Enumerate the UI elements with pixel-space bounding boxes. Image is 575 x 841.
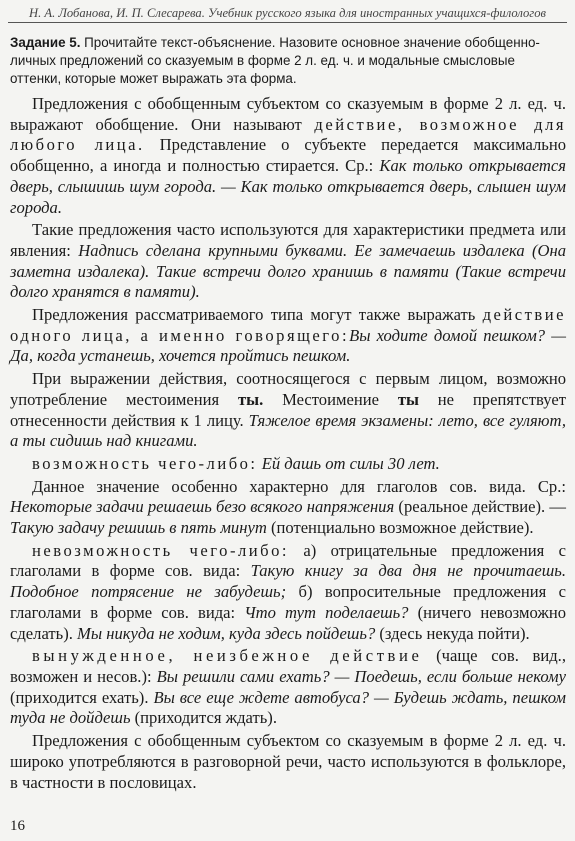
p8-text-1: (чаще сов. вид., возможен и несов.):	[10, 646, 566, 686]
p8-example-2: Вы все еще ждете автобуса? — Будешь ждать, пешком туда не дойдешь	[10, 687, 566, 728]
task-text: Прочитайте текст-объяснение. Назовите основное значение обобщенно-личных предложений со сказуемым в форме 2 л. ед. ч. и модальные смысловые оттенки, которые может выражать эта форма.	[10, 35, 540, 86]
p4-text-3: не препятствует отнесенности действия к 1 лицу.	[10, 389, 566, 430]
explanation-text	[10, 94, 566, 795]
p7-example-1: Такую книгу за два дня не прочитаешь. Подобное потрясение не забудешь;	[10, 561, 566, 602]
p5-spaced-term: возможность чего-либо:	[32, 453, 258, 473]
p4-bold-1: ты.	[237, 389, 264, 409]
p8-spaced-term: вынужденное, неизбежное действие	[32, 646, 423, 666]
p6-text-2: (реальное действие). —	[394, 497, 567, 517]
p1-text-2: Представление о субъекте передается максимально обобщенно, а иногда и полностью стирается. Ср.:	[10, 135, 566, 176]
p3-spaced-term: действие одного лица, а именно говорящего:	[10, 305, 566, 345]
paragraph-6	[10, 477, 566, 539]
p1-spaced-term: действие, возможное для любого лица.	[10, 114, 566, 155]
p7-text-2: б) вопросительные предложения с глаголами в форме сов. вида:	[10, 582, 566, 622]
p8-text-2: (приходится ехать).	[10, 687, 154, 707]
p6-example-2: Такую задачу решишь в пять минут	[10, 518, 267, 538]
p3-example: Вы ходите домой пешком? — Да, когда устанешь, хочется пройтись пешком.	[10, 325, 566, 366]
paragraph-5	[10, 454, 566, 475]
p7-example-2: Что тут поделаешь?	[244, 602, 409, 622]
p7-text-4: (здесь некуда пойти).	[375, 623, 530, 643]
running-head: Н. А. Лобанова, И. П. Слесарева. Учебник русского языка для иностранных учащихся-филологов	[29, 6, 546, 20]
paragraph-9	[10, 731, 566, 793]
p6-text-1: Данное значение особенно характерно для глаголов сов. вида. Ср.:	[32, 476, 566, 496]
p8-text-3: (приходится ждать).	[130, 708, 277, 728]
p1-text-1: Предложения с обобщенным субъектом со сказуемым в форме 2 л. ед. ч. выражают обобщение. Они называют	[10, 94, 566, 134]
p2-text-1: Такие предложения часто используются для характеристики предмета или явления:	[10, 220, 566, 260]
p6-text-3: (потенциально возможное действие).	[266, 518, 534, 538]
p7-text-1: а) отрицательные предложения с глаголами в форме сов. вида:	[10, 540, 566, 581]
p3-text-1: Предложения рассматриваемого типа могут также выражать	[32, 305, 483, 325]
paragraph-1	[10, 94, 566, 218]
p7-text-3: (ничего невозможно сделать).	[10, 602, 566, 643]
header-rule	[8, 22, 567, 23]
task-label: Задание 5.	[10, 35, 81, 50]
p7-spaced-term: невозможность чего-либо:	[32, 540, 289, 560]
p4-text-2: Местоимение	[263, 389, 398, 409]
p1-example: Как только открывается дверь, слышишь шум города. — Как только открывается дверь, слышен шум города.	[10, 156, 566, 217]
p9-text-1: Предложения с обобщенным субъектом со сказуемым в форме 2 л. ед. ч. широко употребляются в разговорной речи, часто используются в фольклоре, в частности в пословицах.	[10, 731, 566, 792]
task-instruction	[10, 34, 566, 88]
p5-example: Ей дашь от силы 30 лет.	[257, 453, 440, 473]
p4-example: Тяжелое время экзамены: лето, все гуляют, а ты сидишь над книгами.	[10, 410, 567, 451]
paragraph-8	[10, 646, 566, 729]
p8-example-1: Вы решили сами ехать? — Поедешь, если больше некому	[156, 666, 566, 686]
p6-example-1: Некоторые задачи решаешь безо всякого напряжения	[10, 497, 395, 517]
p2-example: Надпись сделана крупными буквами. Ее замечаешь издалека (Она заметна издалека). Такие встречи долго хранишь в памяти (Такие встречи долго хранятся в памяти).	[10, 240, 567, 302]
paragraph-4	[10, 369, 566, 452]
paragraph-7	[10, 541, 566, 645]
paragraph-2	[10, 220, 566, 303]
p4-bold-2: ты	[397, 389, 419, 409]
p7-example-3: Мы никуда не ходим, куда здесь пойдешь?	[77, 623, 376, 643]
page-number: 16	[10, 818, 25, 834]
p4-text-1: При выражении действия, соотносящегося с первым лицом, возможно употребление местоимения	[10, 369, 566, 409]
paragraph-3	[10, 305, 566, 367]
